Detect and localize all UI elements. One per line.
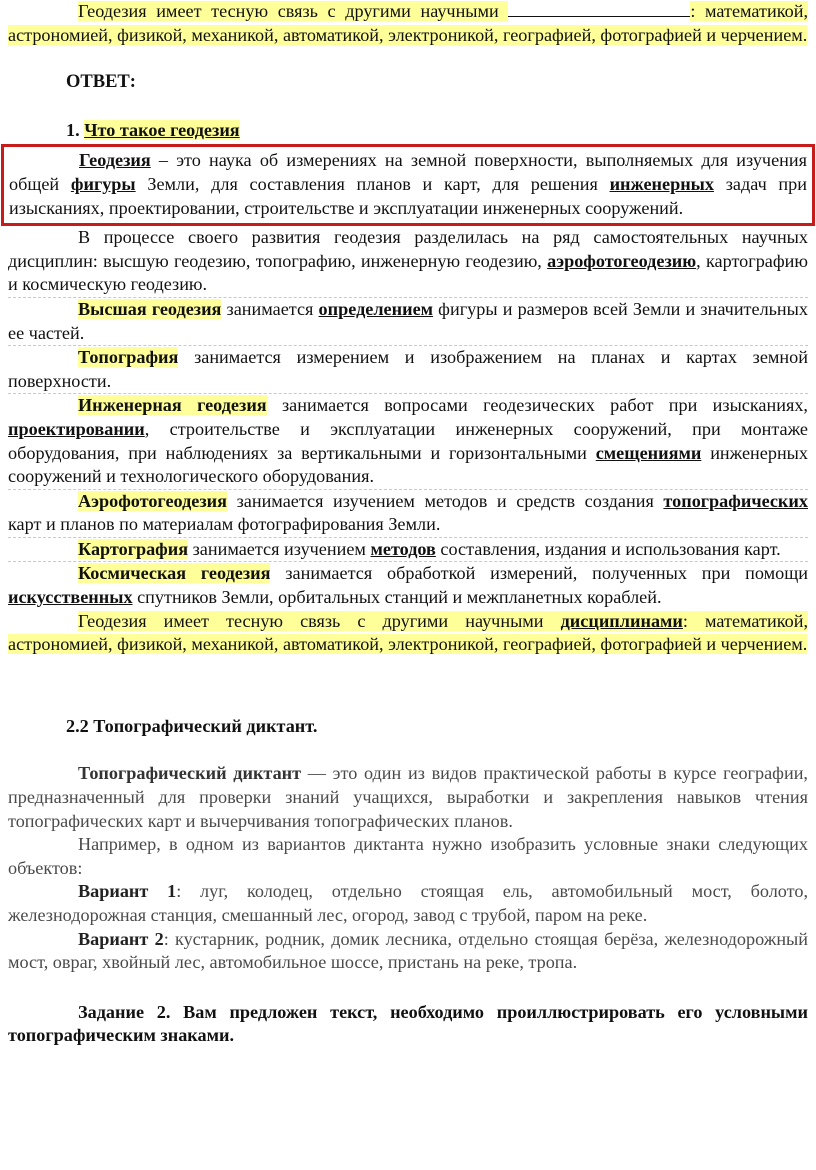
word-methods: методов xyxy=(370,538,436,559)
definition-t3: задач при изысканиях, проектировании, строительстве и эксплуатации инженерных сооружений. xyxy=(9,173,807,218)
development-t2: , картографию и космическую геодезию. xyxy=(8,250,808,295)
relation-t1: Геодезия имеет тесную связь с другими научными xyxy=(78,610,561,631)
dictation-term: Топографический диктант xyxy=(78,763,302,784)
example-paragraph: Например, в одном из вариантов диктанта нужно изобразить условные знаки следующих объектов: xyxy=(8,834,808,878)
higher-geodesy-t1: занимается xyxy=(221,298,319,319)
definition-t1: – это наука об измерениях на земной поверхности, выполняемых для изучения общей xyxy=(9,150,807,194)
aero-t1: занимается изучением методов и средств создания xyxy=(227,490,664,511)
space-geodesy-paragraph xyxy=(8,561,808,609)
word-aerophotogeodesy: аэрофотогеодезию xyxy=(547,250,697,271)
word-displacements: смещениями xyxy=(595,442,702,463)
word-disciplines: дисциплинами xyxy=(560,610,683,631)
cartography-t1: занимается изучением xyxy=(188,538,371,559)
document-page xyxy=(8,0,808,1048)
cartography-paragraph xyxy=(8,537,808,562)
engineering-geodesy-paragraph xyxy=(8,393,808,488)
word-topographic: топографических xyxy=(663,490,808,511)
development-paragraph xyxy=(8,226,808,297)
topography-t1: занимается измерением и изображением на планах и картах земной поверхности. xyxy=(8,347,808,391)
development-t1: В процессе своего развития геодезия разделилась на ряд самостоятельных научных дисциплин: высшую геодезию, топографию, инженерную геодезию, xyxy=(8,227,808,271)
fill-in-blank[interactable] xyxy=(508,0,690,17)
variant-1-paragraph xyxy=(8,880,808,927)
question-1 xyxy=(8,119,808,143)
topography-paragraph xyxy=(8,345,808,393)
relation-t2: : математикой, астрономией, физикой, механикой, автоматикой, электроникой, географией, фотографией и черчением. xyxy=(8,610,808,655)
engineering-geodesy-term: Инженерная геодезия xyxy=(78,395,267,416)
aerophotogeodesy-term: Аэрофотогеодезия xyxy=(78,490,227,511)
variant-1-text: : луг, колодец, отдельно стоящая ель, автомобильный мост, болото, железнодорожная станция, смешанный лес, огород, завод с трубой, паром на реке. xyxy=(8,881,808,925)
task-2-paragraph xyxy=(8,1001,808,1048)
engineering-t2: , строительстве и эксплуатации инженерных сооружений, при монтаже оборудования, при наблюдениях за вертикальными и горизонтальными xyxy=(8,418,808,463)
question-1-number: 1. xyxy=(66,119,85,140)
definition-term: Геодезия xyxy=(79,150,151,171)
task-2-text: Вам предложен текст, необходимо проиллюстрировать его условными топографическим знаками. xyxy=(8,1001,808,1046)
space-geodesy-term: Космическая геодезия xyxy=(78,563,271,584)
dictation-paragraph xyxy=(8,762,808,833)
word-artificial: искусственных xyxy=(8,587,133,608)
higher-geodesy-paragraph xyxy=(8,297,808,345)
word-determination: определением xyxy=(318,298,434,319)
variant-2-text: : кустарник, родник, домик лесника, отдельно стоящая берёза, железнодорожный мост, овраг, хвойный лес, автомобильное шоссе, пристань на реке, тропа. xyxy=(8,928,809,973)
higher-geodesy-t2: фигуры и размеров всей Земли и значительных ее частей. xyxy=(8,298,808,343)
space-t2: спутников Земли, орбитальных станций и межпланетных кораблей. xyxy=(132,587,662,608)
higher-geodesy-term: Высшая геодезия xyxy=(78,298,222,319)
variant-1-label: Вариант 1 xyxy=(78,881,177,902)
variant-2-label: Вариант 2 xyxy=(78,928,164,949)
engineering-t3: инженерных сооружений и технологического оборудования. xyxy=(8,442,808,487)
answer-label: ОТВЕТ: xyxy=(66,72,136,93)
cartography-term: Картография xyxy=(78,538,189,559)
engineering-t1: занимается вопросами геодезических работ при изысканиях, xyxy=(266,395,808,416)
space-t1: занимается обработкой измерений, полученных при помощи xyxy=(270,563,808,584)
dictation-t1: — это один из видов практической работы в курсе географии, предназначенный для проверки знаний учащихся, выработки и закрепления навыков чтения топографических карт и вычерчивания топографических планов. xyxy=(8,763,808,831)
definition-t2: Земли, для составления планов и карт, для решения xyxy=(135,173,610,194)
aero-t2: карт и планов по материалам фотографирования Земли. xyxy=(8,514,441,535)
variant-2-paragraph xyxy=(8,928,808,975)
intro-text-a: Геодезия имеет тесную связь с другими научными xyxy=(78,1,509,21)
word-engineering: инженерных xyxy=(609,173,714,194)
section-title: 2.2 Топографический диктант. xyxy=(66,715,318,736)
cartography-t2: составления, издания и использования карт. xyxy=(435,538,781,559)
aerophotogeodesy-paragraph xyxy=(8,489,808,537)
relation-paragraph xyxy=(8,610,808,657)
intro-text-b: : математикой, астрономией, физикой, механикой, автоматикой, электроникой, географией, фотографией и черчением. xyxy=(8,1,808,45)
question-1-title: Что такое геодезия xyxy=(84,119,240,140)
task-2-label: Задание 2. xyxy=(78,1001,171,1022)
intro-paragraph xyxy=(8,0,808,47)
definition-paragraph xyxy=(9,149,807,220)
topography-term: Топография xyxy=(78,347,179,368)
definition-box xyxy=(1,144,815,226)
word-design: проектировании xyxy=(8,418,145,439)
word-figure: фигуры xyxy=(70,173,136,194)
